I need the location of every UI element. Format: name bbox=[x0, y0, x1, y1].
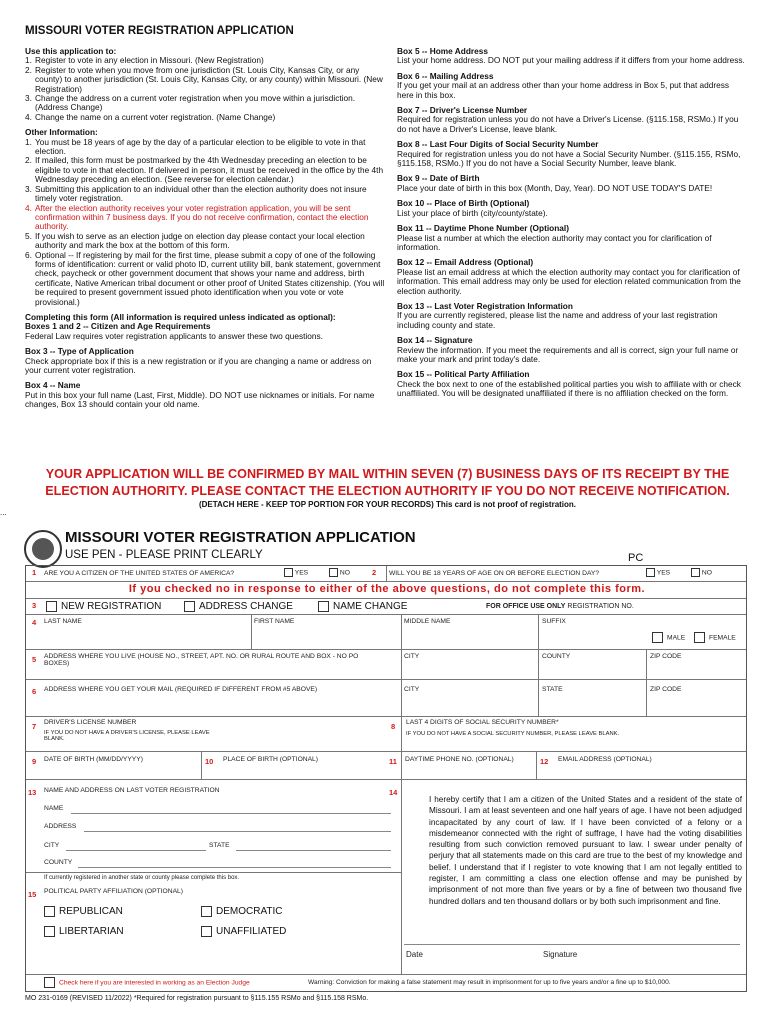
box-heading: Box 6 -- Mailing Address bbox=[397, 70, 494, 81]
box-text: Required for registration unless you do not have a Driver's License. (§115.158, RSMo.) If you do not have a Driver's License, leave blank. bbox=[397, 114, 739, 134]
democratic-option[interactable] bbox=[201, 906, 282, 917]
completing-heading: Completing this form (All information is required unless indicated as optional): bbox=[25, 311, 336, 322]
other-item bbox=[25, 185, 385, 204]
box-number: 3 bbox=[32, 601, 37, 610]
checkbox-icon bbox=[46, 601, 57, 612]
age-question: WILL YOU BE 18 YEARS OF AGE ON OR BEFORE ELECTION DAY? bbox=[389, 570, 600, 577]
option-label: LIBERTARIAN bbox=[59, 926, 124, 938]
box-number: 15 bbox=[28, 890, 37, 899]
box-number: 1 bbox=[32, 568, 37, 577]
checkbox-icon bbox=[691, 568, 700, 577]
box-heading: Box 5 -- Home Address bbox=[397, 46, 488, 56]
election-judge-option[interactable] bbox=[44, 977, 250, 988]
last-reg-state-label: STATE bbox=[209, 842, 230, 849]
box-heading: Box 10 -- Place of Birth (Optional) bbox=[397, 198, 530, 209]
box-number: 5 bbox=[32, 655, 37, 664]
no-label: NO bbox=[701, 569, 712, 577]
email-label: EMAIL ADDRESS (OPTIONAL) bbox=[558, 756, 652, 763]
yes-label: YES bbox=[294, 569, 309, 577]
zip-label: ZIP CODE bbox=[650, 653, 682, 660]
box-number: 8 bbox=[391, 722, 396, 731]
other-item bbox=[25, 251, 385, 307]
box3-text: Check appropriate box if this is a new registration or if you are changing a name or address on your current voter registration. bbox=[25, 355, 372, 375]
box-heading: Box 15 -- Political Party Affiliation bbox=[397, 369, 530, 380]
option-label: ADDRESS CHANGE bbox=[199, 601, 293, 613]
box-number: 13 bbox=[28, 788, 37, 797]
form-subtitle: USE PEN - PLEASE PRINT CLEARLY bbox=[65, 549, 263, 561]
box-text: Review the information. If you meet the requirements and all is correct, sign your full name or make your mark and print today's date. bbox=[397, 344, 739, 364]
female-option[interactable] bbox=[694, 632, 736, 643]
checkbox-icon bbox=[201, 926, 212, 937]
election-judge-label: Check here if you are interested in working as an Election Judge bbox=[59, 979, 250, 987]
box-number: 2 bbox=[372, 568, 377, 577]
signature-label: Signature bbox=[543, 950, 578, 959]
name-change-option[interactable] bbox=[318, 601, 407, 612]
box-heading: Box 7 -- Driver's License Number bbox=[397, 105, 528, 116]
box-number: 7 bbox=[32, 722, 37, 731]
last-reg-county-label: COUNTY bbox=[44, 859, 73, 866]
yes-label: YES bbox=[656, 569, 671, 577]
last-registration-label: NAME AND ADDRESS ON LAST VOTER REGISTRATION bbox=[44, 787, 220, 794]
confirmation-banner: YOUR APPLICATION WILL BE CONFIRMED BY MAIL WITHIN SEVEN (7) BUSINESS DAYS OF ITS RECEIPT BY THE ELECTION AUTHORITY. PLEASE CONTACT THE ELECTION AUTHORITY IF YOU DO NOT RECEIVE NOTIFICATION. bbox=[45, 467, 730, 498]
dob-label: DATE OF BIRTH (MM/DD/YYYY) bbox=[44, 756, 143, 763]
item-number: 5. bbox=[25, 230, 32, 241]
republican-option[interactable] bbox=[44, 906, 123, 917]
registration-form bbox=[25, 565, 747, 992]
box-instruction bbox=[397, 174, 747, 193]
use-item bbox=[25, 113, 385, 122]
item-number: 2. bbox=[25, 64, 32, 75]
option-label: REPUBLICAN bbox=[59, 906, 123, 918]
checkbox-icon bbox=[184, 601, 195, 612]
warning-text: Warning: Conviction for making a false statement may result in imprisonment for up to five years and/or a fine up to $10,000. bbox=[308, 979, 671, 986]
box-text: If you get your mail at an address other than your home address in Box 5, put that address here in this box. bbox=[397, 80, 730, 100]
box-text: Place your date of birth in this box (Month, Day, Year). DO NOT USE TODAY'S DATE! bbox=[397, 182, 713, 193]
box3-heading: Box 3 -- Type of Application bbox=[25, 346, 134, 357]
item-text: Change the name on a current voter registration. (Name Change) bbox=[35, 111, 276, 122]
libertarian-option[interactable] bbox=[44, 926, 124, 937]
box-heading: Box 14 -- Signature bbox=[397, 335, 473, 346]
drivers-license-label: DRIVER'S LICENSE NUMBER bbox=[44, 719, 137, 726]
box-number: 4 bbox=[32, 618, 37, 627]
county-label: COUNTY bbox=[542, 653, 571, 660]
box-text: Please list an email address at which the election authority may contact you for clarification of information. This email address may only be used for election related communication from the election authority. bbox=[397, 266, 741, 296]
item-text: Submitting this application to an individual other than the election authority does not insure timely voter registration. bbox=[35, 183, 367, 204]
checkbox-icon bbox=[44, 977, 55, 988]
instructions-left bbox=[25, 47, 385, 416]
citizen-no[interactable] bbox=[329, 568, 350, 577]
form-title: MISSOURI VOTER REGISTRATION APPLICATION bbox=[65, 529, 416, 546]
box-text: List your home address. DO NOT put your mailing address if it differs from your home address. bbox=[397, 55, 745, 66]
box-number: 14 bbox=[389, 788, 398, 797]
checkbox-icon bbox=[646, 568, 655, 577]
item-text: You must be 18 years of age by the day of a particular election to be eligible to vote in that election. bbox=[35, 136, 366, 157]
box-instruction bbox=[397, 140, 747, 168]
checkbox-icon bbox=[44, 926, 55, 937]
checkbox-icon bbox=[318, 601, 329, 612]
box-text: Please list a number at which the election authority may contact you for clarification of information. bbox=[397, 232, 712, 252]
address-change-option[interactable] bbox=[184, 601, 293, 612]
missouri-seal-icon bbox=[24, 530, 62, 568]
checkbox-icon bbox=[652, 632, 663, 643]
box-instruction bbox=[397, 106, 747, 134]
other-state-note: If currently registered in another state or county please complete this box. bbox=[44, 875, 240, 881]
instructions-right bbox=[397, 47, 747, 405]
detach-line: (DETACH HERE - KEEP TOP PORTION FOR YOUR RECORDS) This card is not proof of registration. bbox=[198, 500, 577, 509]
home-address-label: ADDRESS WHERE YOU LIVE (HOUSE NO., STREET, APT. NO. OR RURAL ROUTE AND BOX - NO PO BOXES) bbox=[44, 653, 359, 667]
page-title: MISSOURI VOTER REGISTRATION APPLICATION bbox=[25, 25, 294, 37]
party-heading: POLITICAL PARTY AFFILIATION (OPTIONAL) bbox=[44, 888, 183, 895]
other-item bbox=[25, 156, 385, 184]
option-label: UNAFFILIATED bbox=[216, 926, 287, 938]
mail-state-label: STATE bbox=[542, 686, 563, 693]
box-instruction bbox=[397, 47, 747, 66]
checkbox-icon bbox=[694, 632, 705, 643]
suffix-label: SUFFIX bbox=[542, 618, 566, 625]
citizen-question: ARE YOU A CITIZEN OF THE UNITED STATES OF AMERICA? bbox=[44, 570, 235, 577]
item-text: Change the address on a current voter registration when you move within a jurisdiction. (Address Change) bbox=[35, 93, 356, 113]
box-heading: Box 11 -- Daytime Phone Number (Optional) bbox=[397, 223, 569, 234]
mail-city-label: CITY bbox=[404, 686, 420, 693]
box-heading: Box 13 -- Last Voter Registration Information bbox=[397, 300, 573, 311]
mailing-address-label: ADDRESS WHERE YOU GET YOUR MAIL (REQUIRED IF DIFFERENT FROM #5 ABOVE) bbox=[44, 686, 318, 693]
office-use-label bbox=[486, 603, 634, 610]
other-item bbox=[25, 204, 385, 232]
item-text: After the election authority receives your voter registration application, you will be sent confirmation within 7 business days. If you do not receive confirmation, contact the election authority. bbox=[35, 202, 369, 232]
box-instruction bbox=[397, 199, 747, 218]
item-text: If you wish to serve as an election judge on election day please contact your local election authority and mark the box at the bottom of this form. bbox=[35, 230, 365, 251]
box-text: List your place of birth (city/county/state). bbox=[397, 207, 548, 218]
box12-heading: Boxes 1 and 2 -- Citizen and Age Requirements bbox=[25, 321, 211, 332]
box4-text: Put in this box your full name (Last, First, Middle). DO NOT use nicknames or initials. For name changes, Box 13 should contain your old name. bbox=[25, 389, 375, 410]
phone-label: DAYTIME PHONE NO. (OPTIONAL) bbox=[405, 756, 514, 763]
item-number: 3. bbox=[25, 183, 32, 194]
item-text: Register to vote when you move from one jurisdiction (St. Louis City, Kansas City, or any county) to another jurisdiction (St. Louis City, Kansas City, or any county) within Missouri. (New Registration) bbox=[35, 64, 383, 94]
checkbox-icon bbox=[329, 568, 338, 577]
female-label: FEMALE bbox=[709, 634, 736, 642]
item-number: 4. bbox=[25, 202, 32, 213]
box12-text: Federal Law requires voter registration applicants to answer these two questions. bbox=[25, 330, 323, 341]
last-reg-city-label: CITY bbox=[44, 842, 60, 849]
box-instruction bbox=[397, 72, 747, 100]
box-number: 12 bbox=[540, 757, 549, 766]
last-reg-name-label: NAME bbox=[44, 805, 64, 812]
box-number: 6 bbox=[32, 687, 37, 696]
ssn-note: IF YOU DO NOT HAVE A SOCIAL SECURITY NUMBER, PLEASE LEAVE BLANK. bbox=[406, 731, 620, 737]
use-heading: Use this application to: bbox=[25, 46, 117, 56]
pob-label: PLACE OF BIRTH (OPTIONAL) bbox=[223, 756, 319, 763]
date-label: Date bbox=[406, 950, 423, 959]
box-heading: Box 9 -- Date of Birth bbox=[397, 173, 480, 184]
option-label: NAME CHANGE bbox=[333, 601, 408, 613]
box-number: 10 bbox=[205, 757, 214, 766]
ssn-label: LAST 4 DIGITS OF SOCIAL SECURITY NUMBER* bbox=[406, 719, 559, 726]
age-no[interactable] bbox=[691, 568, 712, 577]
office-use-bold: FOR OFFICE USE ONLY bbox=[486, 603, 566, 610]
item-number: 2. bbox=[25, 155, 32, 166]
box-text: If you are currently registered, please list the name and address of your last registration including county and state. bbox=[397, 310, 718, 330]
other-item bbox=[25, 232, 385, 251]
option-label: NEW REGISTRATION bbox=[61, 601, 162, 613]
use-item bbox=[25, 66, 385, 94]
mail-zip-label: ZIP CODE bbox=[650, 686, 682, 693]
last-reg-address-label: ADDRESS bbox=[44, 823, 77, 830]
new-registration-option[interactable] bbox=[46, 601, 161, 612]
citizen-yes[interactable] bbox=[284, 568, 308, 577]
cut-marker: ... bbox=[0, 508, 7, 517]
use-item bbox=[25, 94, 385, 113]
item-number: 3. bbox=[25, 93, 32, 104]
item-number: 4. bbox=[25, 111, 32, 122]
option-label: DEMOCRATIC bbox=[216, 906, 283, 918]
item-text: Register to vote in any election in Missouri. (New Registration) bbox=[35, 55, 264, 66]
other-heading: Other Information: bbox=[25, 127, 98, 138]
item-number: 1. bbox=[25, 55, 32, 66]
checkbox-icon bbox=[44, 906, 55, 917]
item-number: 6. bbox=[25, 249, 32, 260]
box-instruction bbox=[397, 336, 747, 364]
first-name-label: FIRST NAME bbox=[254, 618, 295, 625]
male-option[interactable] bbox=[652, 632, 685, 643]
last-name-label: LAST NAME bbox=[44, 618, 82, 625]
box-number: 9 bbox=[32, 757, 37, 766]
eligibility-warning: If you checked no in response to either of the above questions, do not complete this form. bbox=[128, 583, 646, 595]
box4-heading: Box 4 -- Name bbox=[25, 380, 81, 391]
box-text: Check the box next to one of the established political parties you wish to affiliate with or check unaffiliated. You will be designated unaffiliated if there is no affiliation checked on the form. bbox=[397, 378, 741, 399]
box-number: 11 bbox=[389, 757, 397, 766]
no-label: NO bbox=[339, 569, 350, 577]
male-label: MALE bbox=[667, 634, 686, 642]
box-instruction bbox=[397, 224, 747, 252]
unaffiliated-option[interactable] bbox=[201, 926, 286, 937]
box-instruction bbox=[397, 258, 747, 296]
other-item bbox=[25, 138, 385, 157]
box-text: Required for registration unless you do not have a Social Security Number. (§115.155, RSMo, §115.158, RSMo.) If you do not have a Social Security Number, leave blank. bbox=[397, 148, 741, 169]
item-text: Optional -- If registering by mail for the first time, please submit a copy of one of the following forms of identification: current or valid photo ID, current utility bill, bank statement, government check, paycheck or other government document that shows your name and address, birth certificate, Native American tribal document or other proof of United States citizenship. (You will be required to present government issued photo identification when you vote or vote provisional.) bbox=[35, 249, 385, 307]
form-footer: MO 231-0169 (REVISED 11/2022) *Required for registration pursuant to §115.155 RSMo and §115.158 RSMo. bbox=[25, 995, 369, 1002]
box-instruction bbox=[397, 302, 747, 330]
box-instruction bbox=[397, 370, 747, 398]
pc-label: PC bbox=[628, 552, 644, 564]
age-yes[interactable] bbox=[646, 568, 670, 577]
box-heading: Box 8 -- Last Four Digits of Social Security Number bbox=[397, 139, 599, 150]
checkbox-icon bbox=[201, 906, 212, 917]
box-heading: Box 12 -- Email Address (Optional) bbox=[397, 257, 534, 268]
checkbox-icon bbox=[284, 568, 293, 577]
item-number: 1. bbox=[25, 136, 32, 147]
middle-name-label: MIDDLE NAME bbox=[404, 618, 451, 625]
drivers-license-note: IF YOU DO NOT HAVE A DRIVER'S LICENSE, PLEASE LEAVE BLANK. bbox=[44, 730, 210, 742]
oath-text: I hereby certify that I am a citizen of the United States and a resident of the state of Missouri. I am at least seventeen and one half years of age. I have not been adjudged incapacitated by any court of law. If I have been convicted of a felony or a misdemeanor connected with the right of suffrage, I have had the voting disabilities resulting from such conviction removed pursuant to law. I swear under penalty of perjury that all statements made on this card are true to the best of my knowledge and belief. I understand that if I register to vote knowing that I am not legally entitled to register, I am committing a class one election offense and may be punished by imprisonment of not more than five years or by a fine of between two thousand five hundred dollars and ten thousand dollars or by both such imprisonment and fine. bbox=[429, 795, 742, 906]
city-label: CITY bbox=[404, 653, 420, 660]
registration-no-label: REGISTRATION NO. bbox=[565, 603, 634, 610]
item-text: If mailed, this form must be postmarked by the 4th Wednesday preceding an election to be eligible to vote in that election. If delivered in person, it must be received in the office by the 4th Wednesday preceding an election. (See reverse for election calendar.) bbox=[35, 155, 384, 185]
